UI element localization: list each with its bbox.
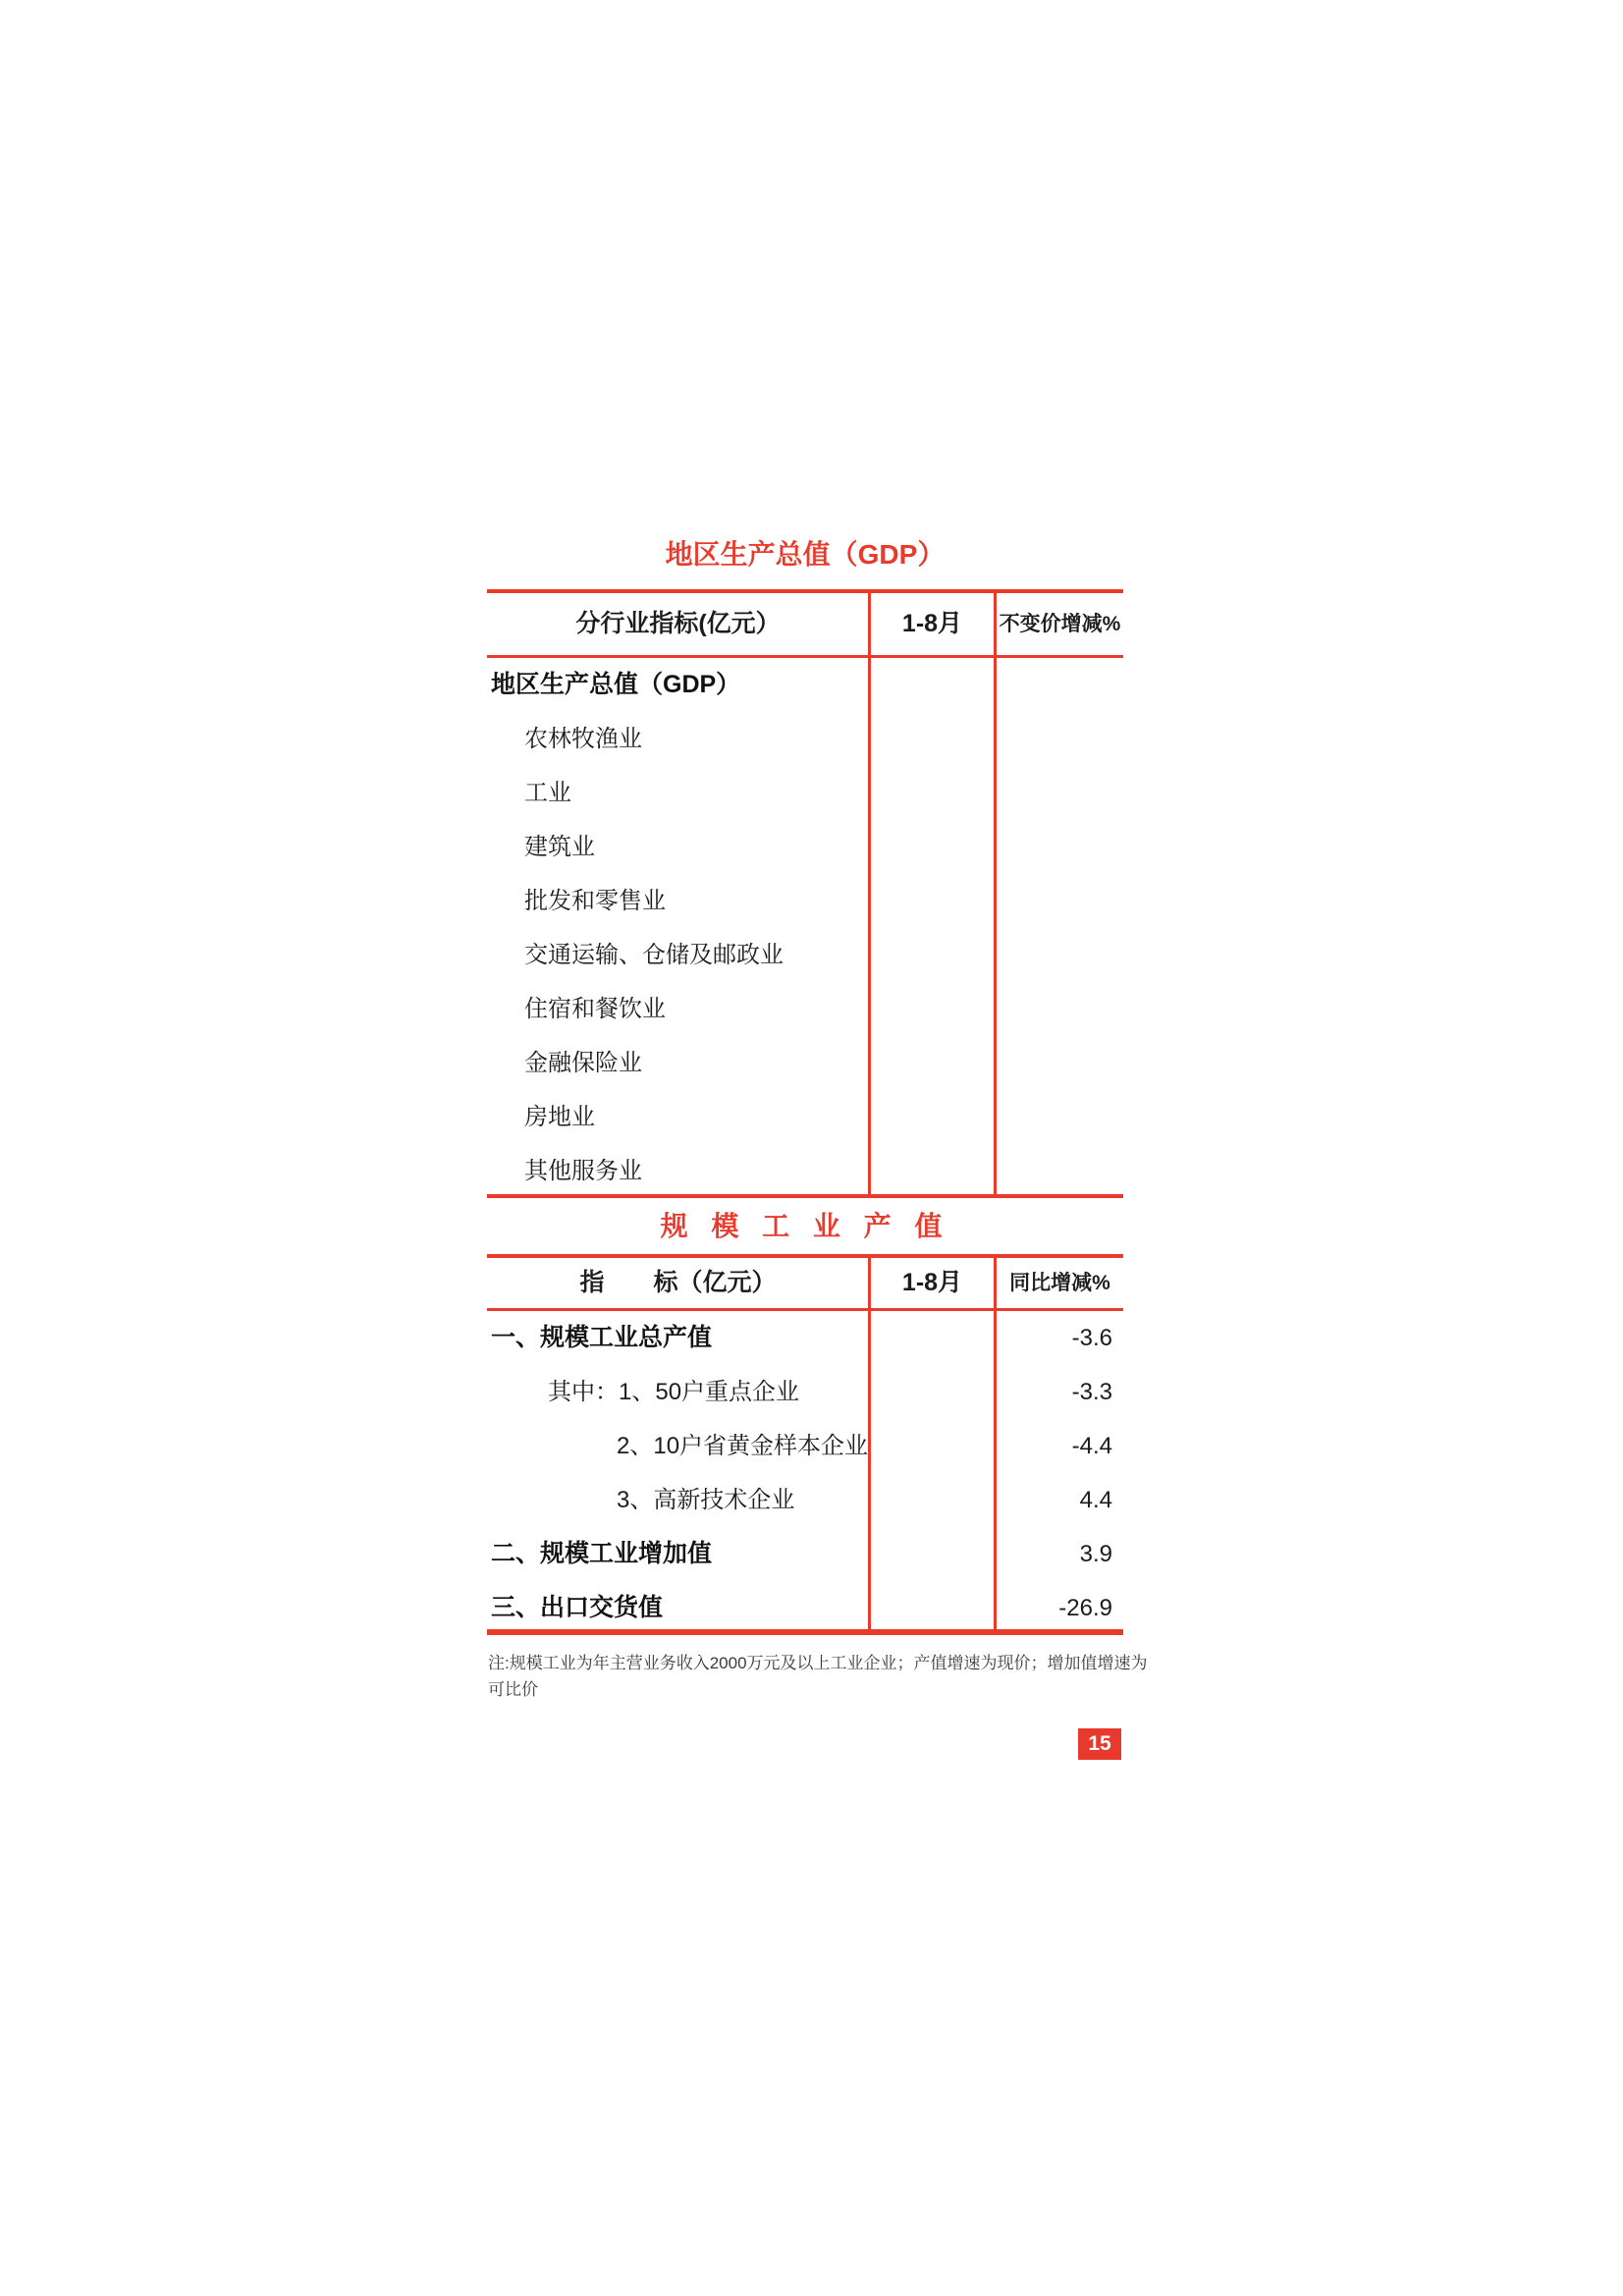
- row-label: 其他服务业: [524, 1158, 642, 1184]
- industry-table-title: 规 模 工 业 产 值: [660, 1211, 950, 1241]
- table-row: [487, 1527, 1123, 1581]
- row-label: 交通运输、仓储及邮政业: [524, 942, 784, 968]
- row-change-value: 4.4: [1079, 1487, 1112, 1513]
- table-row: [487, 712, 1123, 766]
- table-row: [487, 1311, 1123, 1365]
- gdp-header-indicator: 分行业指标(亿元）: [575, 610, 781, 637]
- row-label: 农林牧渔业: [524, 726, 642, 752]
- industry-header-change: 同比增减%: [1009, 1272, 1110, 1294]
- gdp-table-header-row: [487, 593, 1123, 655]
- row-change-value: -4.4: [1071, 1433, 1112, 1459]
- industry-table-header-row: [487, 1258, 1123, 1308]
- gdp-table-bottom-border: [487, 1194, 1123, 1198]
- row-label: 批发和零售业: [524, 888, 666, 914]
- row-change-value: -3.6: [1071, 1325, 1112, 1351]
- industry-table-column-divider-2: [994, 1254, 997, 1635]
- row-label: 地区生产总值（GDP）: [491, 671, 741, 698]
- row-label: 其中：1、50户重点企业: [548, 1379, 800, 1405]
- row-change-value: 3.9: [1079, 1541, 1112, 1567]
- gdp-header-change: 不变价增减%: [999, 613, 1121, 635]
- table-row: [487, 1365, 1123, 1419]
- footnote-line-1: 注:规模工业为年主营业务收入2000万元及以上工业企业；产值增速为现价；增加值增速为: [488, 1654, 1148, 1672]
- table-row: [487, 1036, 1123, 1090]
- table-row: [487, 1581, 1123, 1635]
- gdp-table-body: [487, 658, 1123, 1198]
- table-row: [487, 982, 1123, 1036]
- row-label: 房地业: [524, 1104, 595, 1130]
- row-label: 建筑业: [524, 834, 595, 860]
- row-label: 3、高新技术企业: [617, 1487, 795, 1513]
- page-number-badge: 15: [1078, 1728, 1121, 1760]
- industry-header-period: 1-8月: [901, 1269, 963, 1296]
- table-row: [487, 658, 1123, 712]
- industry-table: [487, 1254, 1123, 1635]
- row-label: 2、10户省黄金样本企业: [617, 1433, 869, 1459]
- row-label: 二、规模工业增加值: [491, 1540, 713, 1567]
- row-label: 金融保险业: [524, 1050, 642, 1076]
- row-change-value: -26.9: [1058, 1595, 1112, 1621]
- table-row: [487, 1144, 1123, 1198]
- row-label: 工业: [524, 780, 571, 806]
- table-row: [487, 1419, 1123, 1473]
- table-footnote: [488, 1650, 1156, 1703]
- gdp-table: [487, 589, 1123, 1198]
- table-row: [487, 1090, 1123, 1144]
- gdp-table-column-divider-2: [994, 589, 997, 1198]
- footnote-line-2: 可比价: [488, 1680, 538, 1699]
- table-row: [487, 766, 1123, 820]
- table-row: [487, 928, 1123, 982]
- gdp-table-title: 地区生产总值（GDP）: [665, 539, 946, 570]
- row-label: 一、规模工业总产值: [491, 1324, 713, 1351]
- table-row: [487, 874, 1123, 928]
- industry-table-body: [487, 1311, 1123, 1635]
- row-label: 住宿和餐饮业: [524, 996, 666, 1022]
- row-label: 三、出口交货值: [491, 1594, 664, 1621]
- industry-header-indicator: 指 标（亿元）: [579, 1269, 777, 1296]
- gdp-table-column-divider-1: [868, 589, 871, 1198]
- table-row: [487, 1473, 1123, 1527]
- industry-table-bottom-border: [487, 1629, 1123, 1635]
- gdp-header-period: 1-8月: [901, 610, 963, 637]
- row-change-value: -3.3: [1071, 1379, 1112, 1405]
- industry-table-column-divider-1: [868, 1254, 871, 1635]
- table-row: [487, 820, 1123, 874]
